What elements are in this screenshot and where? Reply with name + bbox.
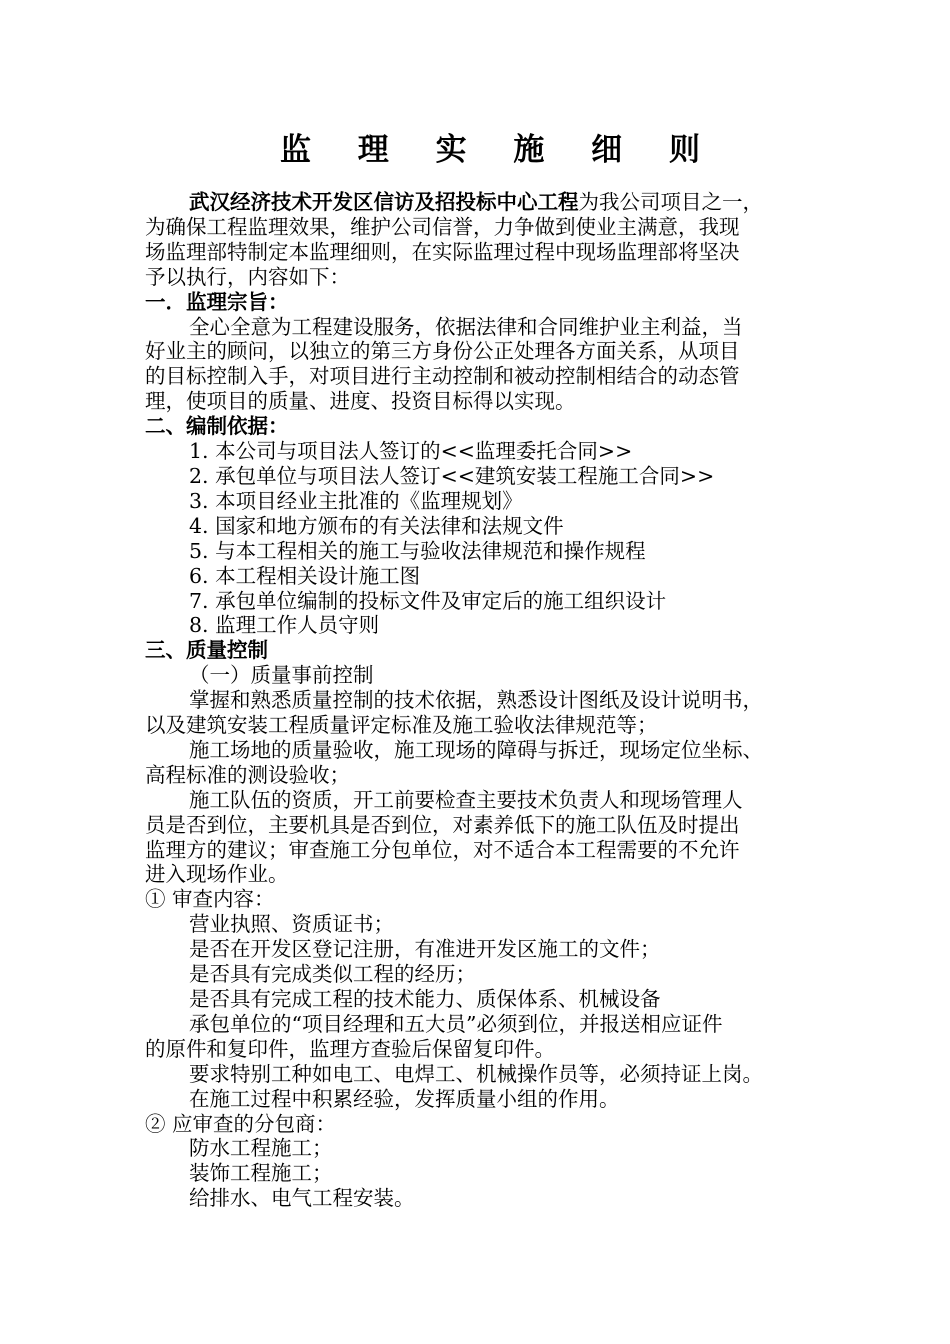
basis-list-item: 4. 国家和地方颁布的有关法律和法规文件	[189, 513, 564, 538]
subcontractor-heading: ② 应审查的分包商：	[145, 1111, 337, 1136]
subcontractor-item: 防水工程施工；	[189, 1136, 333, 1161]
review-heading: ① 审查内容：	[145, 887, 275, 912]
intro-line-1-rest: 为我公司项目之一，	[578, 190, 763, 214]
section-1-line: 好业主的顾问，以独立的第三方身份公正处理各方面关系，从项目	[145, 339, 740, 364]
paragraph-line: 施工队伍的资质，开工前要检查主要技术负责人和现场管理人	[189, 787, 743, 812]
basis-list-item: 1. 本公司与项目法人签订的<<监理委托合同>>	[189, 439, 633, 464]
paragraph-line: 高程标准的测设验收；	[145, 762, 350, 787]
section-3-heading: 三、质量控制	[145, 638, 268, 663]
subsection-heading: （一）质量事前控制	[189, 663, 374, 688]
paragraph-line: 员是否到位，主要机具是否到位，对素养低下的施工队伍及时提出	[145, 812, 740, 837]
section-1-line: 的目标控制入手，对项目进行主动控制和被动控制相结合的动态管	[145, 364, 740, 389]
paragraph-line: 进入现场作业。	[145, 862, 289, 887]
review-item: 是否具有完成工程的技术能力、质保体系、机械设备	[189, 987, 661, 1011]
paragraph-line: 在施工过程中积累经验，发挥质量小组的作用。	[189, 1086, 620, 1111]
section-2-heading: 二、编制依据：	[145, 414, 289, 439]
paragraph-line: 的原件和复印件，监理方查验后保留复印件。	[145, 1036, 555, 1061]
paragraph-line: 掌握和熟悉质量控制的技术依据，熟悉设计图纸及设计说明书，	[189, 688, 763, 713]
intro-line-3: 场监理部特制定本监理细则，在实际监理过程中现场监理部将坚决	[145, 239, 740, 264]
section-1-line: 理，使项目的质量、进度、投资目标得以实现。	[145, 389, 576, 414]
section-1-heading: 一．监理宗旨：	[145, 289, 289, 314]
paragraph-line: 施工场地的质量验收，施工现场的障碍与拆迁，现场定位坐标、	[189, 737, 763, 762]
subcontractor-item: 装饰工程施工；	[189, 1161, 333, 1186]
paragraph-line: 要求特别工种如电工、电焊工、机械操作员等，必须持证上岗。	[189, 1061, 763, 1086]
document-page	[145, 130, 835, 1211]
review-item: 营业执照、资质证书；	[189, 912, 394, 937]
basis-list-item: 6. 本工程相关设计施工图	[189, 563, 421, 588]
project-name: 武汉经济技术开发区信访及招投标中心工程	[189, 190, 579, 214]
intro-line-4: 予以执行，内容如下：	[145, 264, 350, 289]
basis-list-item: 2. 承包单位与项目法人签订<<建筑安装工程施工合同>>	[189, 463, 715, 488]
paragraph-line: 承包单位的“项目经理和五大员”必须到位，并报送相应证件	[189, 1011, 723, 1036]
paragraph-line: 监理方的建议；审查施工分包单位，对不适合本工程需要的不允许	[145, 837, 740, 862]
basis-list-item: 8. 监理工作人员守则	[189, 613, 380, 638]
intro-line-1	[145, 190, 835, 215]
intro-line-2: 为确保工程监理效果，维护公司信誉，力争做到使业主满意，我现	[145, 214, 740, 239]
basis-list-item: 7. 承包单位编制的投标文件及审定后的施工组织设计	[189, 588, 667, 613]
document-title: 监 理 实 施 细 则	[280, 132, 718, 168]
paragraph-line: 以及建筑安装工程质量评定标准及施工验收法律规范等；	[145, 713, 658, 738]
subcontractor-item: 给排水、电气工程安装。	[189, 1186, 415, 1211]
section-1-line: 全心全意为工程建设服务，依据法律和合同维护业主利益，当	[189, 314, 743, 339]
basis-list-item: 5. 与本工程相关的施工与验收法律规范和操作规程	[189, 538, 646, 563]
basis-list-item: 3. 本项目经业主批准的《监理规划》	[189, 488, 523, 513]
review-item: 是否在开发区登记注册，有准进开发区施工的文件；	[189, 937, 661, 962]
review-item: 是否具有完成类似工程的经历；	[189, 962, 476, 987]
